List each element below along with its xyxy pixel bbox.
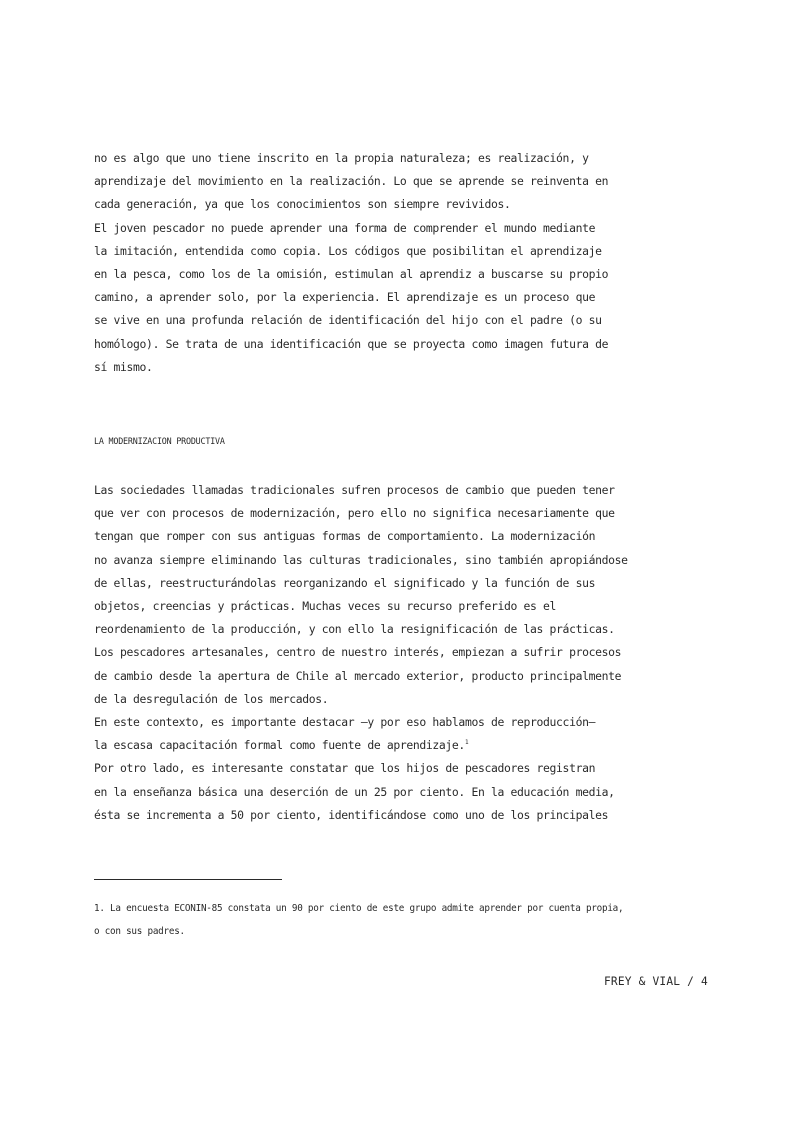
paragraph-with-footnote: [94, 711, 716, 757]
footnote-divider: [94, 879, 282, 880]
paragraph: Por otro lado, es interesante constatar que los hijos de pescadores registran en la enseñanza básica una deserción de un 25 por ciento. En la educación media, éstа se incrementa a 50 por ciento, identificándose como uno de los principales: [94, 761, 615, 822]
paragraph-text: En este contexto, es importante destacar —y por eso hablamos de reproducción— la escasa capacitación formal como fuente de aprendizaje.: [94, 715, 596, 753]
paragraph: El joven pescador no puede aprender una forma de comprender el mundo mediante la imitación, entendida como copia. Los códigos que posibilitan el aprendizaje en la pesca, como los de la omisión, estimulan al aprendiz a buscarse su propio camino, a aprender solo, por la experiencia. El aprendizaje es un proceso que se vive en una profunda relación de identificación del hijo con el padre (o su homólogo). Se trata de una identificación que se proyecta como imagen futura de sí mismo.: [94, 220, 609, 374]
footnote: 1. La encuesta ECONIN-85 constata un 90 por ciento de este grupo admite aprender por cuenta propia, o con sus padres.: [94, 903, 624, 937]
section-heading: LA MODERNIZACION PRODUCTIVA: [94, 436, 225, 446]
paragraph: Las sociedades llamadas tradicionales sufren procesos de cambio que pueden tener que ver con procesos de modernización, pero ello no significa necesariamente que tengan que romper con sus antiguas formas de comportamiento. La modernización no avanza siempre eliminando las culturas tradicionales, sino también apropiándose de ellas, reestructurándolas reorganizando el significado y la función de sus objetos, creencias y prácticas. Muchas veces su recurso preferido es el reordenamiento de la producción, y con ello la resignificación de las prácticas. Los pescadores artesanales, centro de nuestro interés, empiezan a sufrir procesos de cambio desde la apertura de Chile al mercado exterior, producto principalmente de la desregulación de los mercados.: [94, 483, 628, 706]
body-text-block-top: [94, 147, 716, 379]
page-footer: FREY & VIAL / 4: [603, 975, 708, 988]
body-text-block-section: [94, 479, 716, 827]
footnote-reference: 1: [464, 739, 469, 747]
paragraph: no es algo que uno tiene inscrito en la propia naturaleza; es realización, y aprendizaje del movimiento en la realización. Lo que se aprende se reinventa en cada generación, ya que los conocimientos son siempre revividos.: [94, 151, 609, 212]
